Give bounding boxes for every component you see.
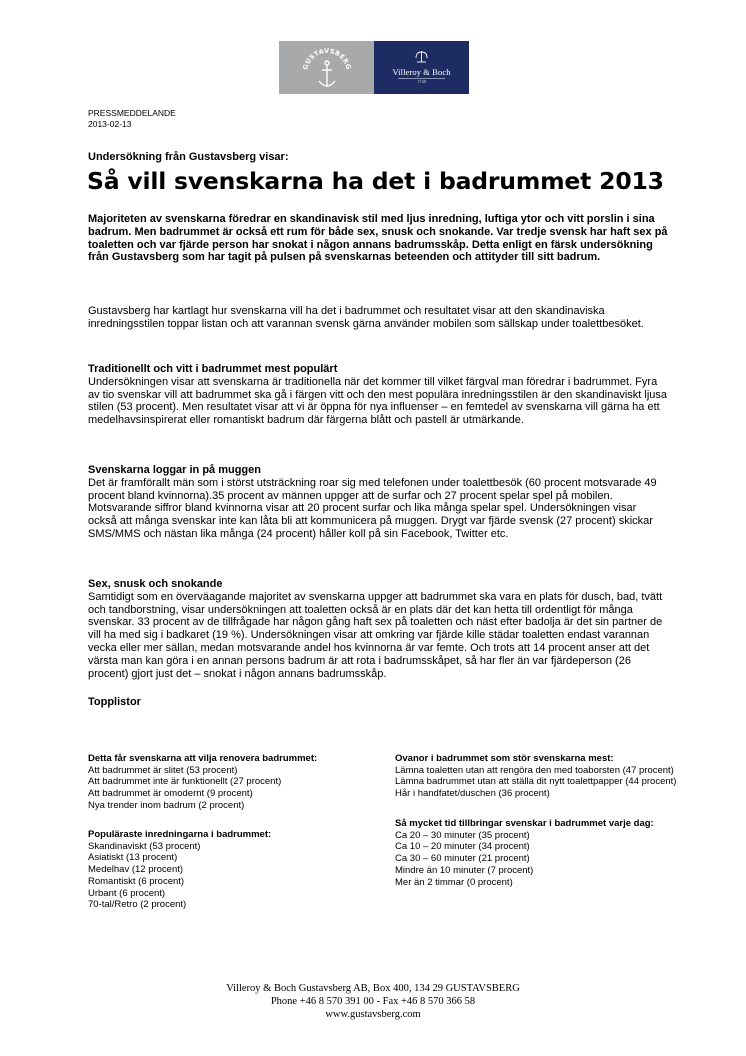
footer-phone: Phone +46 8 570 391 00 - Fax +46 8 570 366 58	[270, 995, 476, 1007]
page-title: Så vill svenskarna ha det i badrummet 2013	[87, 167, 664, 195]
villeroy-boch-logo	[374, 41, 469, 94]
list-title: Detta får svenskarna att vilja renovera badrummet:	[88, 753, 318, 764]
footer	[0, 983, 746, 1021]
list-renovate	[88, 753, 317, 812]
section-heading: Sex, snusk och snokande	[88, 578, 223, 590]
list-item: 70-tal/Retro (2 procent)	[88, 899, 187, 911]
section-heading: Traditionellt och vitt i badrummet mest populärt	[88, 363, 338, 375]
list-time	[395, 818, 654, 888]
intro-paragraph: Gustavsberg har kartlagt hur svenskarna vill ha det i badrummet och resultatet visar att den skandinaviska inredningsstilen toppar listan och att varannan svensk gärna använder mobilen som sällskap under toalettbesöket.	[88, 305, 644, 330]
list-item: Ca 20 – 30 minuter (35 procent)	[395, 829, 530, 841]
list-item: Mer än 2 timmar (0 procent)	[395, 876, 513, 888]
list-item: Att badrummet är slitet (53 procent)	[88, 764, 238, 776]
list-title: Så mycket tid tillbringar svenskar i badrummet varje dag:	[395, 818, 654, 829]
list-habits	[395, 753, 676, 800]
section-body: Det är framförallt män som i störst utsträckning roar sig med telefonen under toalettbesök (60 procent motsvarade 49 procent bland kvinnorna).35 procent av männen uppger att de surfar och 27 procent spelar spel på mobilen. Motsvarande siffror bland kvinnorna visar att 20 procent surfar och lika många spelar spel. Undersökningen visar också att många svenskar inte kan låta bli att kommunicera på muggen. Drygt var fjärde svensk (27 procent) skickar SMS/MMS och nästan lika många (24 procent) håller koll på sin Facebook, Twitter etc.	[88, 476, 657, 540]
villeroy-boch-logo-text: Villeroy & Boch	[392, 67, 451, 77]
villeroy-boch-fountain-icon	[414, 48, 429, 64]
gustavsberg-logo	[279, 41, 374, 94]
list-item: Hår i handfatet/duschen (36 procent)	[395, 788, 550, 800]
section-sex-snusk	[88, 578, 668, 680]
section-mobile	[88, 464, 668, 541]
list-item: Asiatiskt (13 procent)	[88, 852, 178, 864]
press-release-date: 2013-02-13	[88, 118, 132, 129]
toplists-heading: Topplistor	[88, 696, 141, 708]
section-body: Undersökningen visar att svenskarna är traditionella när det kommer till vilket färgval man föredrar i badrummet. Fyra av tio svenskar vill att badrummet ska gå i färgen vitt och den mest populära inredningsstilen är den skandinaviskt ljusa stilen (53 procent). Men resultatet visar att vi är öppna för nya influenser – en femtedel av svenskarna vill gärna ha ett medelhavsinspirerat eller romantiskt badrum där färgerna blått och pastell är utmärkande.	[88, 375, 668, 427]
section-body: Samtidigt som en överväagande majoritet av svenskarna uppger att badrummet ska vara en plats för dusch, bad, tvätt och tandborstning, visar undersökningen att toaletten också är en plats där det kan hetta till ordentligt för många svenskar. 33 procent av de tillfrågade har någon gång haft sex på toaletten och näst efter badolja är det sin partner de vill ha med sig i badkaret (19 %). Undersökningen visar att omkring var fjärde kille städar toaletten endast varannan vecka eller mer sällan, medan motsvarande andel hos kvinnorna är var femte. Och trots att 14 procent anser att det värsta man kan göra i en annan persons badrum är att rota i badrumsskåpet, så har fler än var fjärdeperson (26 procent) gjort just det – snokat i någon annans badrumsskåp.	[88, 590, 663, 680]
press-meta	[88, 108, 176, 129]
list-item: Nya trender inom badrum (2 procent)	[88, 799, 245, 811]
list-item: Att badrummet är omodernt (9 procent)	[88, 788, 253, 800]
list-item: Att badrummet inte är funktionellt (27 procent)	[88, 776, 282, 788]
list-item: Ca 10 – 20 minuter (34 procent)	[395, 841, 530, 853]
lead-paragraph: Majoriteten av svenskarna föredrar en skandinavisk stil med ljus inredning, luftiga ytor och vitt porslin i sina badrum. Men badrummet är också ett rum för både sex, snusk och snokande. Var tredje svensk har haft sex på toaletten och var fjärde person har snokat i någon annans badrumsskåp. Detta enligt en färsk undersökning från Gustavsberg som har tagit på pulsen på svenskarnas beteenden och attityder till sitt badrum.	[88, 213, 668, 264]
list-title: Ovanor i badrummet som stör svenskarna mest:	[395, 753, 614, 764]
list-item: Skandinaviskt (53 procent)	[88, 840, 201, 852]
list-title: Populäraste inredningarna i badrummet:	[88, 829, 272, 840]
logo-bar	[279, 41, 469, 94]
list-item: Lämna toaletten utan att rengöra den med toaborsten (47 procent)	[395, 764, 674, 776]
list-item: Romantiskt (6 procent)	[88, 875, 185, 887]
section-heading: Svenskarna loggar in på muggen	[88, 464, 261, 476]
villeroy-boch-year: 1748	[417, 79, 426, 84]
list-item: Lämna badrummet utan att ställa dit nytt toalettpapper (44 procent)	[395, 776, 677, 788]
list-item: Ca 30 – 60 minuter (21 procent)	[395, 853, 530, 865]
section-traditional	[88, 363, 668, 427]
list-item: Mindre än 10 minuter (7 procent)	[395, 864, 534, 876]
kicker: Undersökning från Gustavsberg visar:	[88, 151, 289, 163]
gustavsberg-logo-text: GUSTAVSBERG	[300, 46, 353, 71]
list-item: Urbant (6 procent)	[88, 887, 166, 899]
gustavsberg-anchor-emblem	[297, 43, 357, 93]
footer-website: www.gustavsberg.com	[325, 1008, 421, 1020]
list-item: Medelhav (12 procent)	[88, 864, 184, 876]
press-release-label: PRESSMEDDELANDE	[88, 108, 176, 118]
list-styles	[88, 829, 271, 911]
footer-address: Villeroy & Boch Gustavsberg AB, Box 400, 134 29 GUSTAVSBERG	[226, 983, 520, 994]
